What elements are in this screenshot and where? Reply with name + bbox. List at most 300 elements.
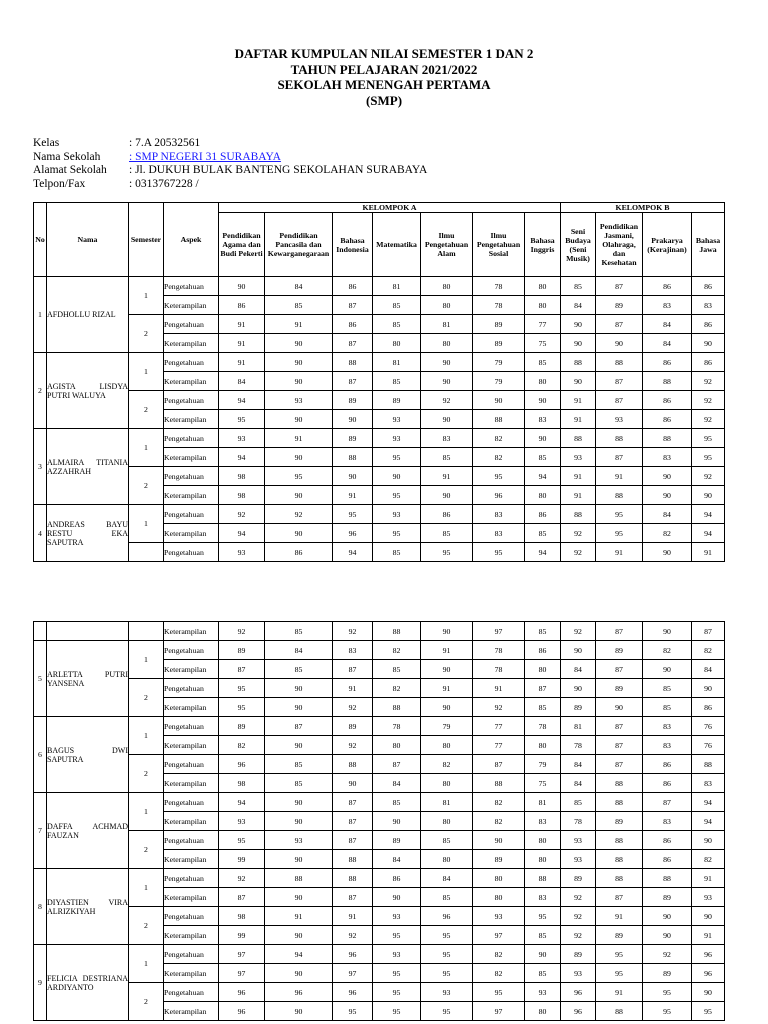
grade-value: 91 <box>561 486 596 505</box>
grade-value: 88 <box>643 869 692 888</box>
grade-value: 82 <box>473 793 525 812</box>
grade-value: 85 <box>265 622 333 641</box>
table-row <box>34 679 725 698</box>
grade-value: 95 <box>692 429 725 448</box>
grade-value: 92 <box>473 698 525 717</box>
grade-value: 91 <box>333 679 373 698</box>
grade-value: 89 <box>473 315 525 334</box>
grade-value: 80 <box>473 869 525 888</box>
grade-value: 89 <box>596 679 643 698</box>
grade-value: 99 <box>219 850 265 869</box>
grade-value: 90 <box>596 698 643 717</box>
student-number: 4 <box>34 505 47 562</box>
title-line-4: (SMP) <box>365 92 403 108</box>
grade-value: 88 <box>596 353 643 372</box>
grade-value: 90 <box>265 486 333 505</box>
grade-value: 78 <box>561 812 596 831</box>
aspek-label: Pengetahuan <box>164 505 219 524</box>
grade-value: 94 <box>692 812 725 831</box>
grade-value: 87 <box>596 736 643 755</box>
aspek-label: Pengetahuan <box>164 717 219 736</box>
grade-value: 92 <box>561 543 596 562</box>
grade-value: 87 <box>265 717 333 736</box>
header-subject: Pendidikan Agama dan Budi Pekerti <box>219 213 265 277</box>
grade-value: 85 <box>373 315 421 334</box>
grade-value: 75 <box>525 774 561 793</box>
table-row <box>34 622 725 641</box>
aspek-label: Pengetahuan <box>164 907 219 926</box>
title-line-2: TAHUN PELAJARAN 2021/2022 <box>290 61 478 77</box>
header-subject: Ilmu Pengetahuan Alam <box>421 213 473 277</box>
grade-value: 84 <box>421 869 473 888</box>
grade-value: 87 <box>596 448 643 467</box>
grade-value: 96 <box>561 983 596 1002</box>
grade-value: 89 <box>333 429 373 448</box>
grade-value: 93 <box>561 850 596 869</box>
grade-value: 93 <box>265 391 333 410</box>
grade-value: 93 <box>561 448 596 467</box>
semester-number: 2 <box>129 391 164 429</box>
grade-value: 89 <box>219 717 265 736</box>
grade-value: 91 <box>219 315 265 334</box>
aspek-label: Pengetahuan <box>164 793 219 812</box>
semester-number: 2 <box>129 983 164 1021</box>
aspek-label: Keterampilan <box>164 486 219 505</box>
grade-value: 80 <box>525 296 561 315</box>
grade-value: 84 <box>265 641 333 660</box>
grade-value: 82 <box>421 755 473 774</box>
grade-value: 85 <box>525 353 561 372</box>
grade-value: 92 <box>333 736 373 755</box>
grade-value: 91 <box>473 679 525 698</box>
grade-value: 80 <box>525 372 561 391</box>
grade-value: 80 <box>421 774 473 793</box>
grade-value: 96 <box>333 983 373 1002</box>
semester-number: 1 <box>129 505 164 543</box>
aspek-label: Pengetahuan <box>164 467 219 486</box>
student-name: FELICIA DESTRIANA ARDIYANTO <box>47 945 129 1021</box>
grade-value: 91 <box>421 679 473 698</box>
grade-value: 97 <box>333 964 373 983</box>
grade-value: 87 <box>596 622 643 641</box>
grade-value: 82 <box>373 679 421 698</box>
grade-value: 87 <box>333 372 373 391</box>
grade-value: 88 <box>596 486 643 505</box>
grade-value: 90 <box>525 429 561 448</box>
grade-value: 88 <box>596 429 643 448</box>
grade-value: 88 <box>596 793 643 812</box>
grade-value: 80 <box>525 1002 561 1021</box>
semester-number: 1 <box>129 869 164 907</box>
school-name-link[interactable]: : SMP NEGERI 31 SURABAYA <box>129 150 281 163</box>
grade-value: 96 <box>219 755 265 774</box>
grade-value: 96 <box>473 486 525 505</box>
grade-value: 90 <box>265 793 333 812</box>
grade-value: 81 <box>373 353 421 372</box>
grade-value: 99 <box>219 926 265 945</box>
grade-value: 95 <box>373 524 421 543</box>
grade-value: 90 <box>643 907 692 926</box>
grade-value: 87 <box>596 717 643 736</box>
grade-value: 90 <box>643 660 692 679</box>
header-aspek: Aspek <box>164 203 219 277</box>
grade-value: 90 <box>421 372 473 391</box>
grade-value: 85 <box>421 831 473 850</box>
grade-value: 92 <box>561 524 596 543</box>
grade-value: 95 <box>596 505 643 524</box>
aspek-label: Keterampilan <box>164 1002 219 1021</box>
grade-value: 90 <box>643 486 692 505</box>
grade-value: 91 <box>333 907 373 926</box>
student-name: DIYASTIEN VIRA ALRIZKIYAH <box>47 869 129 945</box>
grade-value: 92 <box>561 907 596 926</box>
grade-value: 95 <box>219 410 265 429</box>
grade-value: 90 <box>265 679 333 698</box>
info-label: Alamat Sekolah <box>33 164 107 176</box>
semester-continued <box>129 622 164 641</box>
school-info <box>33 137 427 191</box>
grade-value: 95 <box>373 964 421 983</box>
grade-value: 91 <box>561 410 596 429</box>
grade-value: 90 <box>421 410 473 429</box>
grade-value: 88 <box>333 448 373 467</box>
grade-value: 88 <box>333 353 373 372</box>
grade-value: 90 <box>265 888 333 907</box>
grade-value: 86 <box>333 277 373 296</box>
grade-value: 86 <box>643 353 692 372</box>
grade-value: 82 <box>643 524 692 543</box>
grade-value: 80 <box>525 660 561 679</box>
grade-value: 84 <box>643 315 692 334</box>
table-row <box>34 945 725 964</box>
student-number: 9 <box>34 945 47 1021</box>
info-value: : Jl. DUKUH BULAK BANTENG SEKOLAHAN SURABAYA <box>129 164 428 176</box>
grade-value: 92 <box>333 698 373 717</box>
grade-value: 84 <box>561 296 596 315</box>
grade-value: 87 <box>333 334 373 353</box>
grade-value: 82 <box>473 448 525 467</box>
grade-value: 83 <box>525 888 561 907</box>
grade-value: 85 <box>525 448 561 467</box>
grade-value: 87 <box>692 622 725 641</box>
aspek-label: Keterampilan <box>164 888 219 907</box>
grade-value: 88 <box>596 831 643 850</box>
grade-value: 87 <box>596 315 643 334</box>
grade-value: 93 <box>473 907 525 926</box>
header-no: No <box>34 203 47 277</box>
aspek-label: Pengetahuan <box>164 679 219 698</box>
grade-value: 92 <box>692 372 725 391</box>
aspek-label: Pengetahuan <box>164 429 219 448</box>
grade-value: 90 <box>561 679 596 698</box>
header-nama: Nama <box>47 203 129 277</box>
grade-value: 78 <box>373 717 421 736</box>
info-label: Telpon/Fax <box>33 177 86 190</box>
semester-continued <box>129 543 164 562</box>
grade-value: 86 <box>333 315 373 334</box>
grade-value: 87 <box>373 755 421 774</box>
grade-value: 79 <box>473 353 525 372</box>
grade-value: 83 <box>525 812 561 831</box>
grade-value: 85 <box>373 660 421 679</box>
grade-value: 90 <box>265 353 333 372</box>
grade-value: 90 <box>265 736 333 755</box>
grade-value: 83 <box>643 296 692 315</box>
grade-value: 75 <box>525 334 561 353</box>
grade-value: 95 <box>643 1002 692 1021</box>
grade-value: 90 <box>596 334 643 353</box>
grade-value: 85 <box>421 524 473 543</box>
grade-value: 87 <box>473 755 525 774</box>
grade-value: 81 <box>421 793 473 812</box>
grade-value: 94 <box>333 543 373 562</box>
grade-value: 93 <box>219 543 265 562</box>
semester-number: 1 <box>129 641 164 679</box>
grade-value: 89 <box>596 641 643 660</box>
info-value: : 0313767228 / <box>129 177 199 190</box>
grade-value: 95 <box>421 543 473 562</box>
grade-value: 78 <box>473 641 525 660</box>
grade-value: 89 <box>596 926 643 945</box>
grade-value: 90 <box>473 391 525 410</box>
grade-value: 95 <box>596 524 643 543</box>
grade-value: 85 <box>421 448 473 467</box>
grade-value: 86 <box>421 505 473 524</box>
grade-value: 96 <box>265 983 333 1002</box>
grade-value: 90 <box>265 926 333 945</box>
grade-value: 93 <box>373 429 421 448</box>
grade-value: 80 <box>421 736 473 755</box>
grades-table-page-2 <box>33 621 725 1021</box>
grade-value: 92 <box>692 410 725 429</box>
grade-value: 86 <box>692 353 725 372</box>
aspek-label: Keterampilan <box>164 372 219 391</box>
grade-value: 85 <box>561 793 596 812</box>
student-name: AGISTA LISDYA PUTRI WALUYA <box>47 353 129 429</box>
grade-value: 78 <box>525 717 561 736</box>
header-subject: Bahasa Indonesia <box>333 213 373 277</box>
grade-value: 93 <box>219 429 265 448</box>
grade-value: 92 <box>421 391 473 410</box>
grade-value: 86 <box>643 391 692 410</box>
aspek-label: Keterampilan <box>164 698 219 717</box>
student-name: BAGUS DWI SAPUTRA <box>47 717 129 793</box>
grade-value: 84 <box>265 277 333 296</box>
grade-value: 85 <box>525 524 561 543</box>
grade-value: 90 <box>265 1002 333 1021</box>
grade-value: 84 <box>373 774 421 793</box>
header-kelompok-b: KELOMPOK B <box>561 203 725 213</box>
grade-value: 98 <box>219 486 265 505</box>
grade-value: 86 <box>373 869 421 888</box>
grade-value: 91 <box>692 869 725 888</box>
info-row-alamat <box>33 164 427 178</box>
grade-value: 90 <box>421 698 473 717</box>
grade-value: 93 <box>561 964 596 983</box>
grade-value: 83 <box>421 429 473 448</box>
grade-value: 90 <box>265 372 333 391</box>
grade-value: 85 <box>421 888 473 907</box>
grade-value: 92 <box>333 622 373 641</box>
grade-value: 88 <box>473 774 525 793</box>
grade-value: 95 <box>373 486 421 505</box>
document-title <box>0 46 768 108</box>
grade-value: 96 <box>692 964 725 983</box>
grade-value: 86 <box>692 315 725 334</box>
grade-value: 86 <box>643 277 692 296</box>
grade-value: 90 <box>219 277 265 296</box>
student-number: 3 <box>34 429 47 505</box>
grade-value: 90 <box>421 353 473 372</box>
table-row <box>34 543 725 562</box>
grade-value: 94 <box>692 793 725 812</box>
grade-value: 82 <box>473 429 525 448</box>
grade-value: 94 <box>219 448 265 467</box>
grade-value: 83 <box>473 505 525 524</box>
grade-value: 90 <box>643 926 692 945</box>
semester-number: 1 <box>129 945 164 983</box>
grade-value: 90 <box>692 486 725 505</box>
info-row-nama-sekolah <box>33 151 427 165</box>
grade-value: 88 <box>643 429 692 448</box>
aspek-label: Pengetahuan <box>164 391 219 410</box>
semester-number: 2 <box>129 315 164 353</box>
grade-value: 87 <box>643 793 692 812</box>
title-line-3: SEKOLAH MENENGAH PERTAMA <box>277 77 491 92</box>
grade-value: 84 <box>373 850 421 869</box>
grade-value: 90 <box>692 334 725 353</box>
grade-value: 91 <box>421 467 473 486</box>
grade-value: 93 <box>373 907 421 926</box>
grade-value: 90 <box>692 983 725 1002</box>
grade-value: 95 <box>219 698 265 717</box>
grade-value: 79 <box>473 372 525 391</box>
grade-value: 85 <box>525 964 561 983</box>
grade-value: 87 <box>333 831 373 850</box>
grade-value: 90 <box>333 410 373 429</box>
header-subject: Matematika <box>373 213 421 277</box>
grade-value: 89 <box>373 831 421 850</box>
grade-value: 88 <box>596 869 643 888</box>
grade-value: 90 <box>421 622 473 641</box>
grade-value: 84 <box>561 660 596 679</box>
aspek-label: Pengetahuan <box>164 945 219 964</box>
grade-value: 88 <box>333 850 373 869</box>
aspek-label: Pengetahuan <box>164 755 219 774</box>
grade-value: 88 <box>596 850 643 869</box>
grade-value: 82 <box>473 945 525 964</box>
grade-value: 93 <box>219 812 265 831</box>
student-number-continued <box>34 622 47 641</box>
grade-value: 95 <box>525 907 561 926</box>
grade-value: 97 <box>473 926 525 945</box>
grade-value: 92 <box>219 622 265 641</box>
table-row <box>34 353 725 372</box>
grade-value: 83 <box>333 641 373 660</box>
grade-value: 85 <box>643 698 692 717</box>
grade-value: 80 <box>421 334 473 353</box>
grade-value: 89 <box>596 812 643 831</box>
grade-value: 92 <box>561 926 596 945</box>
table-row <box>34 983 725 1002</box>
grade-value: 82 <box>473 812 525 831</box>
grade-value: 95 <box>596 945 643 964</box>
table-row <box>34 755 725 774</box>
semester-number: 2 <box>129 907 164 945</box>
grade-value: 95 <box>219 831 265 850</box>
grade-value: 82 <box>373 641 421 660</box>
grade-value: 95 <box>421 964 473 983</box>
grade-value: 90 <box>373 888 421 907</box>
grade-value: 85 <box>525 926 561 945</box>
grade-value: 90 <box>265 812 333 831</box>
grade-value: 90 <box>561 334 596 353</box>
grade-value: 95 <box>421 945 473 964</box>
grade-value: 80 <box>373 334 421 353</box>
grade-value: 93 <box>373 505 421 524</box>
grade-value: 85 <box>525 698 561 717</box>
grade-value: 81 <box>525 793 561 812</box>
grade-value: 93 <box>525 983 561 1002</box>
header-subject: Ilmu Pengetahuan Sosial <box>473 213 525 277</box>
info-row-telpon <box>33 178 427 192</box>
table-row <box>34 429 725 448</box>
grade-value: 95 <box>373 448 421 467</box>
table-row <box>34 641 725 660</box>
grade-value: 82 <box>692 641 725 660</box>
grade-value: 94 <box>525 467 561 486</box>
grade-value: 93 <box>421 983 473 1002</box>
grade-value: 90 <box>525 945 561 964</box>
grade-value: 83 <box>643 717 692 736</box>
aspek-label: Keterampilan <box>164 660 219 679</box>
grade-value: 86 <box>525 505 561 524</box>
grade-value: 95 <box>692 448 725 467</box>
table-row <box>34 467 725 486</box>
aspek-label: Pengetahuan <box>164 831 219 850</box>
grade-value: 80 <box>421 850 473 869</box>
grade-value: 90 <box>333 774 373 793</box>
grade-value: 89 <box>473 334 525 353</box>
aspek-label: Pengetahuan <box>164 543 219 562</box>
grade-value: 96 <box>692 945 725 964</box>
grade-value: 88 <box>333 755 373 774</box>
grade-value: 92 <box>561 622 596 641</box>
grade-value: 90 <box>265 964 333 983</box>
aspek-label: Keterampilan <box>164 736 219 755</box>
grade-value: 88 <box>525 869 561 888</box>
grade-value: 86 <box>525 641 561 660</box>
grade-value: 94 <box>219 391 265 410</box>
grade-value: 96 <box>421 907 473 926</box>
grade-value: 80 <box>373 736 421 755</box>
grade-value: 88 <box>265 869 333 888</box>
aspek-label: Keterampilan <box>164 964 219 983</box>
grade-value: 94 <box>265 945 333 964</box>
grade-value: 91 <box>265 429 333 448</box>
table-row <box>34 277 725 296</box>
grade-value: 90 <box>265 410 333 429</box>
grade-value: 89 <box>473 850 525 869</box>
grade-value: 90 <box>561 641 596 660</box>
grade-value: 94 <box>692 524 725 543</box>
grade-value: 91 <box>692 543 725 562</box>
info-value: : 7.A 20532561 <box>129 137 201 149</box>
grade-value: 88 <box>473 410 525 429</box>
student-number: 5 <box>34 641 47 717</box>
grade-value: 88 <box>561 505 596 524</box>
grade-value: 80 <box>525 736 561 755</box>
